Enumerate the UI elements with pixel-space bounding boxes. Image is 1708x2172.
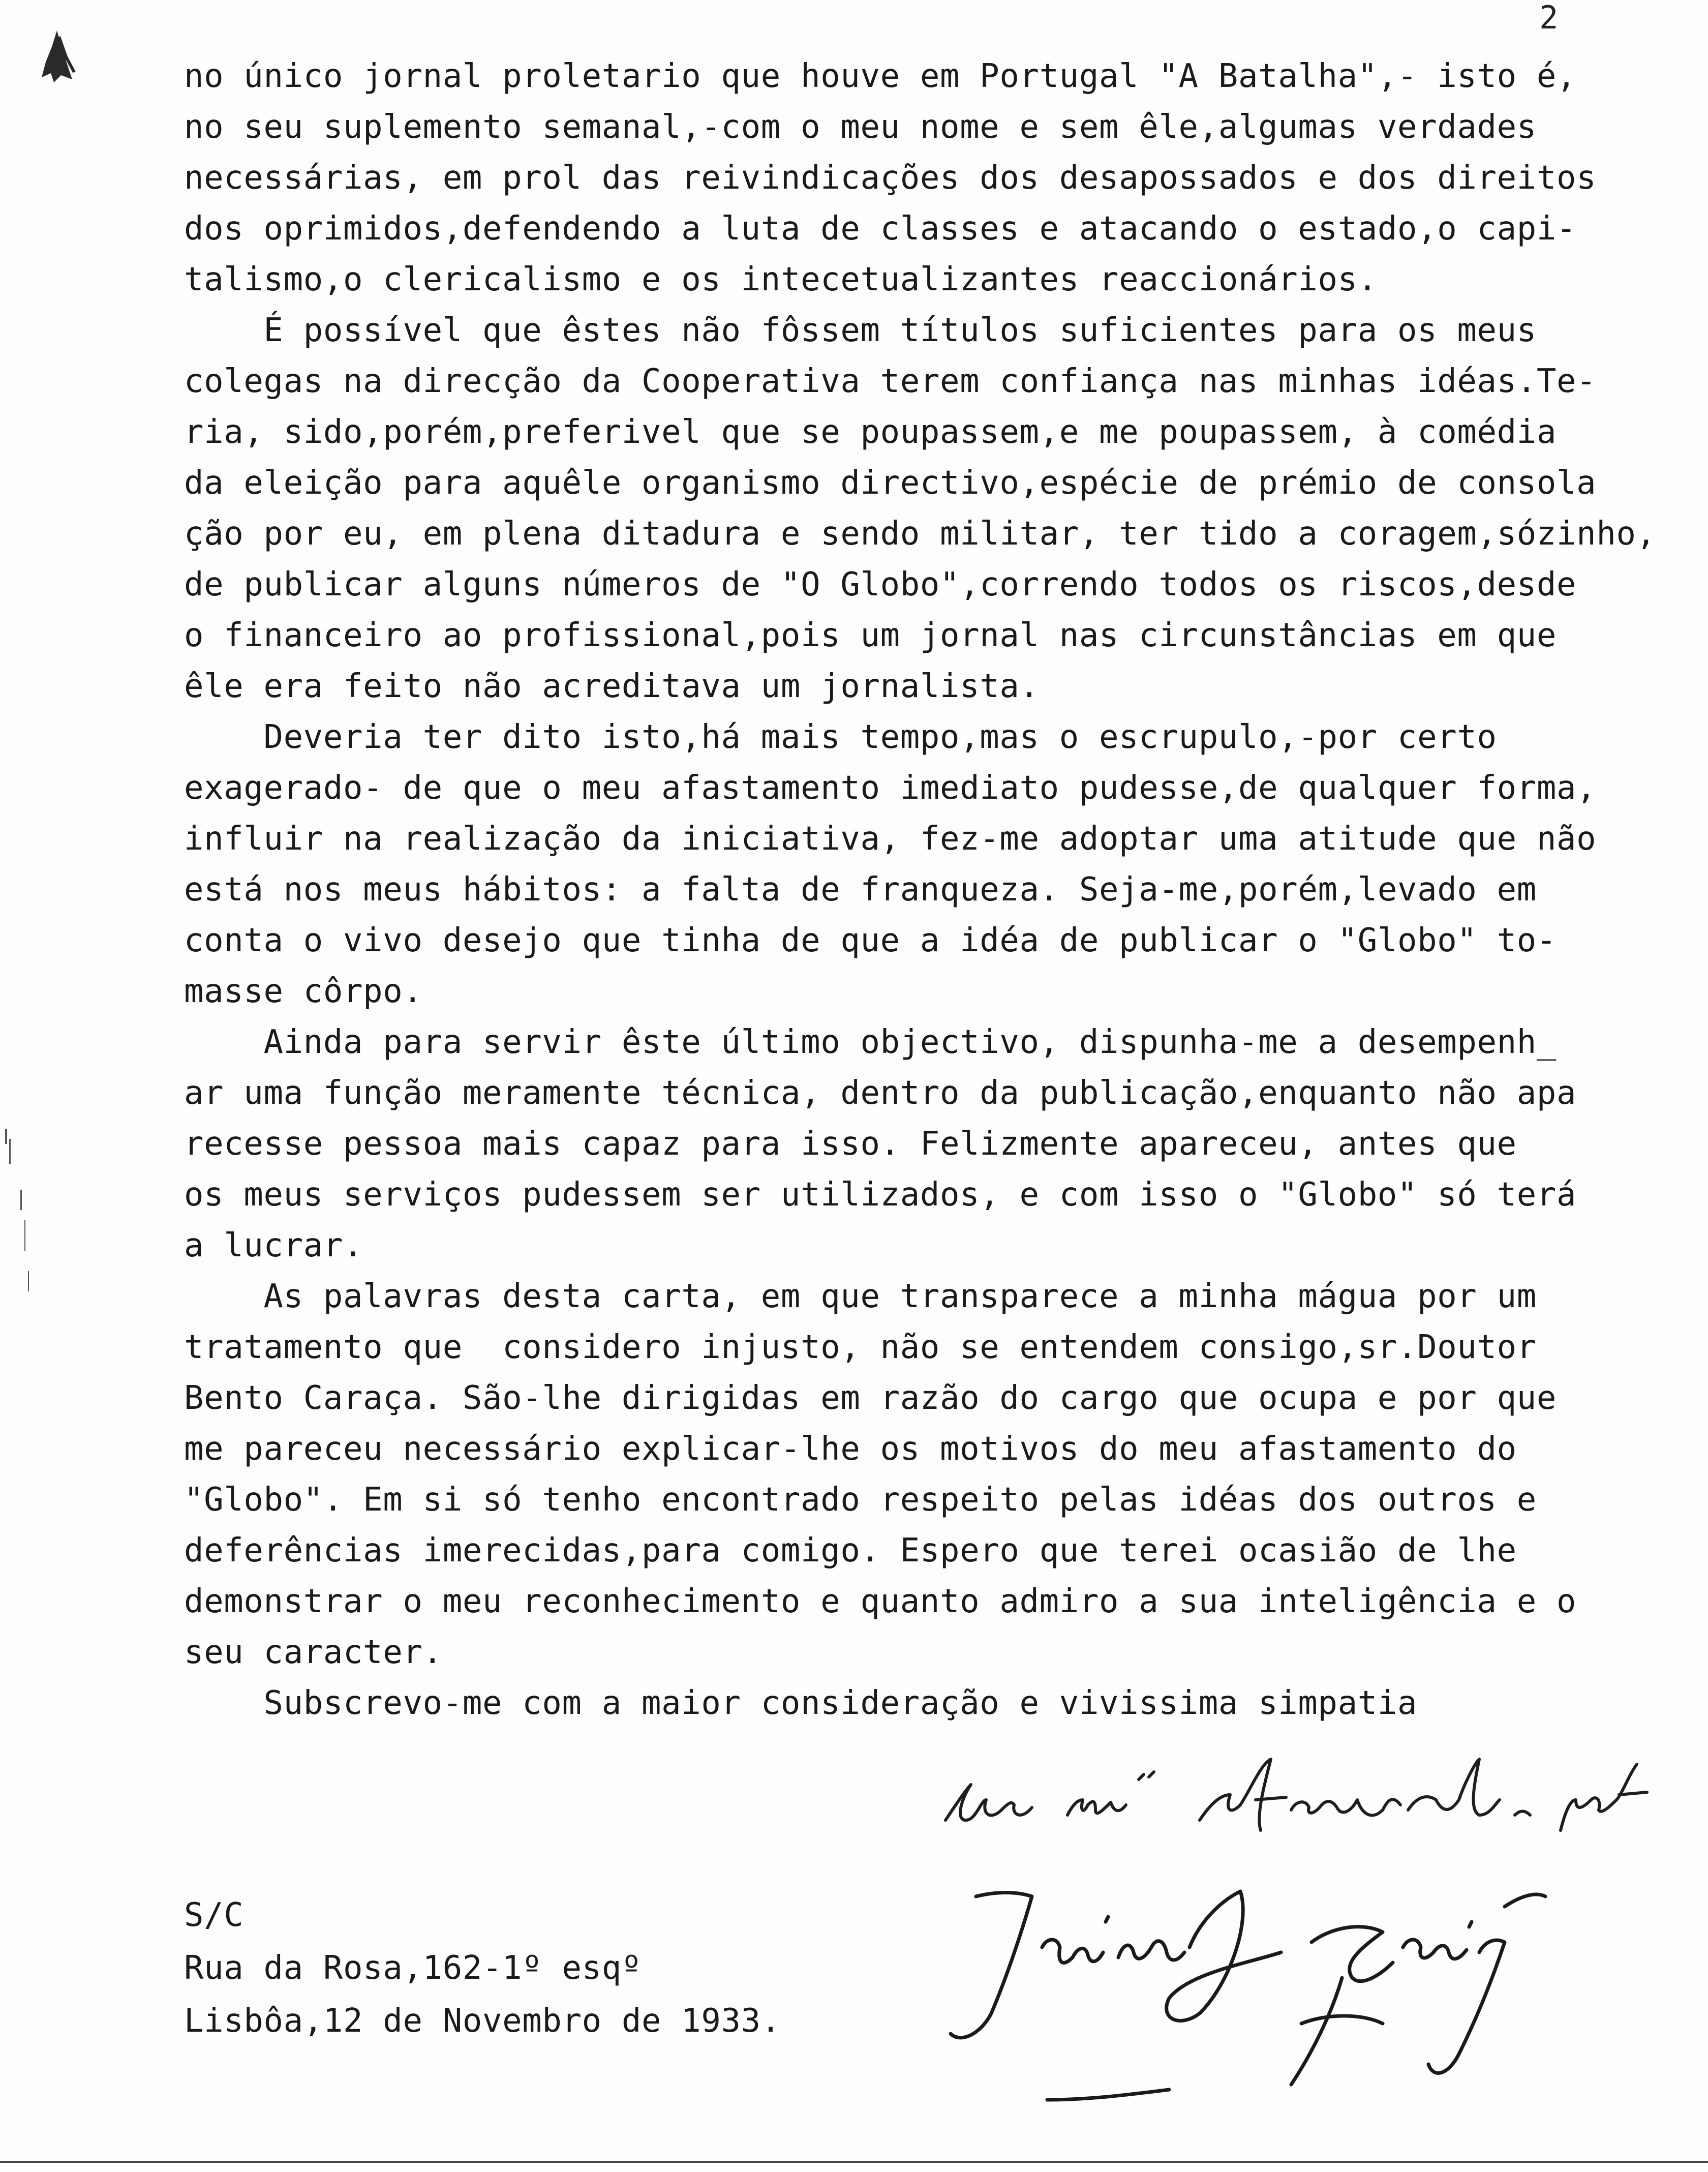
text-line: no único jornal proletario que houve em Portugal "A Batalha",- isto é,	[184, 57, 1577, 95]
text-line: ria, sido,porém,preferivel que se poupassem,e me poupassem, à comédia	[184, 413, 1557, 451]
text-line: Ainda para servir êste último objectivo, dispunha-me a desempenh_	[184, 1023, 1557, 1061]
corner-stamp-mark	[37, 26, 82, 87]
text-line: ar uma função meramente técnica, dentro da publicação,enquanto não apa	[184, 1074, 1577, 1112]
address-street: Rua da Rosa,162-1º esqº	[184, 1949, 642, 1987]
text-line: deferências imerecidas,para comigo. Espero que terei ocasião de lhe	[184, 1532, 1517, 1570]
margin-specks	[0, 1119, 36, 1352]
paragraph	[184, 1678, 1638, 1729]
text-line: masse côrpo.	[184, 973, 423, 1010]
text-line: êle era feito não acreditava um jornalista.	[184, 668, 1040, 705]
text-line: talismo,o clericalismo e os intecetualizantes reaccionários.	[184, 261, 1378, 298]
text-line: exagerado- de que o meu afastamento imediato pudesse,de qualquer forma,	[184, 769, 1597, 807]
text-line: demonstrar o meu reconhecimento e quanto admiro a sua inteligência e o	[184, 1583, 1577, 1620]
paragraph	[184, 1017, 1638, 1271]
paragraph	[184, 305, 1656, 712]
paragraph	[184, 51, 1638, 305]
text-line: da eleição para aquêle organismo directivo,espécie de prémio de consola	[184, 464, 1597, 502]
text-line: o financeiro ao profissional,pois um jornal nas circunstâncias em que	[184, 617, 1557, 654]
text-line: "Globo". Em si só tenho encontrado respeito pelas idéas dos outros e	[184, 1481, 1537, 1519]
text-line: de publicar alguns números de "O Globo",correndo todos os riscos,desde	[184, 566, 1577, 604]
text-line: no seu suplemento semanal,-com o meu nome e sem êle,algumas verdades	[184, 108, 1537, 146]
text-line: É possível que êstes não fôssem títulos suficientes para os meus	[184, 312, 1537, 349]
text-line: conta o vivo desejo que tinha de que a idéa de publicar o "Globo" to-	[184, 922, 1557, 959]
text-line: Subscrevo-me com a maior consideração e vivissima simpatia	[184, 1684, 1418, 1722]
text-line: os meus serviços pudessem ser utilizados, e com isso o "Globo" só terá	[184, 1176, 1577, 1214]
handwritten-closing	[935, 1744, 1657, 1841]
text-line: Bento Caraça. São-lhe dirigidas em razão do cargo que ocupa e por que	[184, 1379, 1557, 1417]
text-line: seu caracter.	[184, 1634, 443, 1671]
text-line: está nos meus hábitos: a falta de franqueza. Seja-me,porém,levado em	[184, 871, 1537, 909]
text-line: As palavras desta carta, em que transparece a minha mágua por um	[184, 1278, 1537, 1315]
text-line: ção por eu, em plena ditadura e sendo militar, ter tido a coragem,sózinho,	[184, 515, 1656, 553]
text-line: a lucrar.	[184, 1227, 363, 1264]
text-line: colegas na direcção da Cooperativa terem confiança nas minhas idéas.Te-	[184, 363, 1597, 400]
handwritten-signature	[895, 1861, 1657, 2125]
address-sc: S/C	[184, 1896, 244, 1934]
text-line: recesse pessoa mais capaz para isso. Felizmente apareceu, antes que	[184, 1125, 1517, 1163]
text-line: necessárias, em prol das reivindicações dos desapossados e dos direitos	[184, 159, 1597, 197]
text-line: Deveria ter dito isto,há mais tempo,mas o escrupulo,-por certo	[184, 718, 1497, 756]
address-place-date: Lisbôa,12 de Novembro de 1933.	[184, 2002, 781, 2040]
bottom-edge-line	[0, 2161, 1708, 2163]
page-number: 2	[1539, 0, 1559, 36]
text-line: me pareceu necessário explicar-lhe os motivos do meu afastamento do	[184, 1430, 1517, 1468]
paragraph	[184, 1271, 1638, 1678]
sender-address	[184, 1889, 947, 2047]
text-line: influir na realização da iniciativa, fez-me adoptar uma atitude que não	[184, 820, 1597, 858]
letter-body	[184, 51, 1656, 1729]
paragraph	[184, 712, 1638, 1017]
text-line: tratamento que considero injusto, não se entendem consigo,sr.Doutor	[184, 1329, 1537, 1366]
text-line: dos oprimidos,defendendo a luta de classes e atacando o estado,o capi-	[184, 210, 1577, 248]
